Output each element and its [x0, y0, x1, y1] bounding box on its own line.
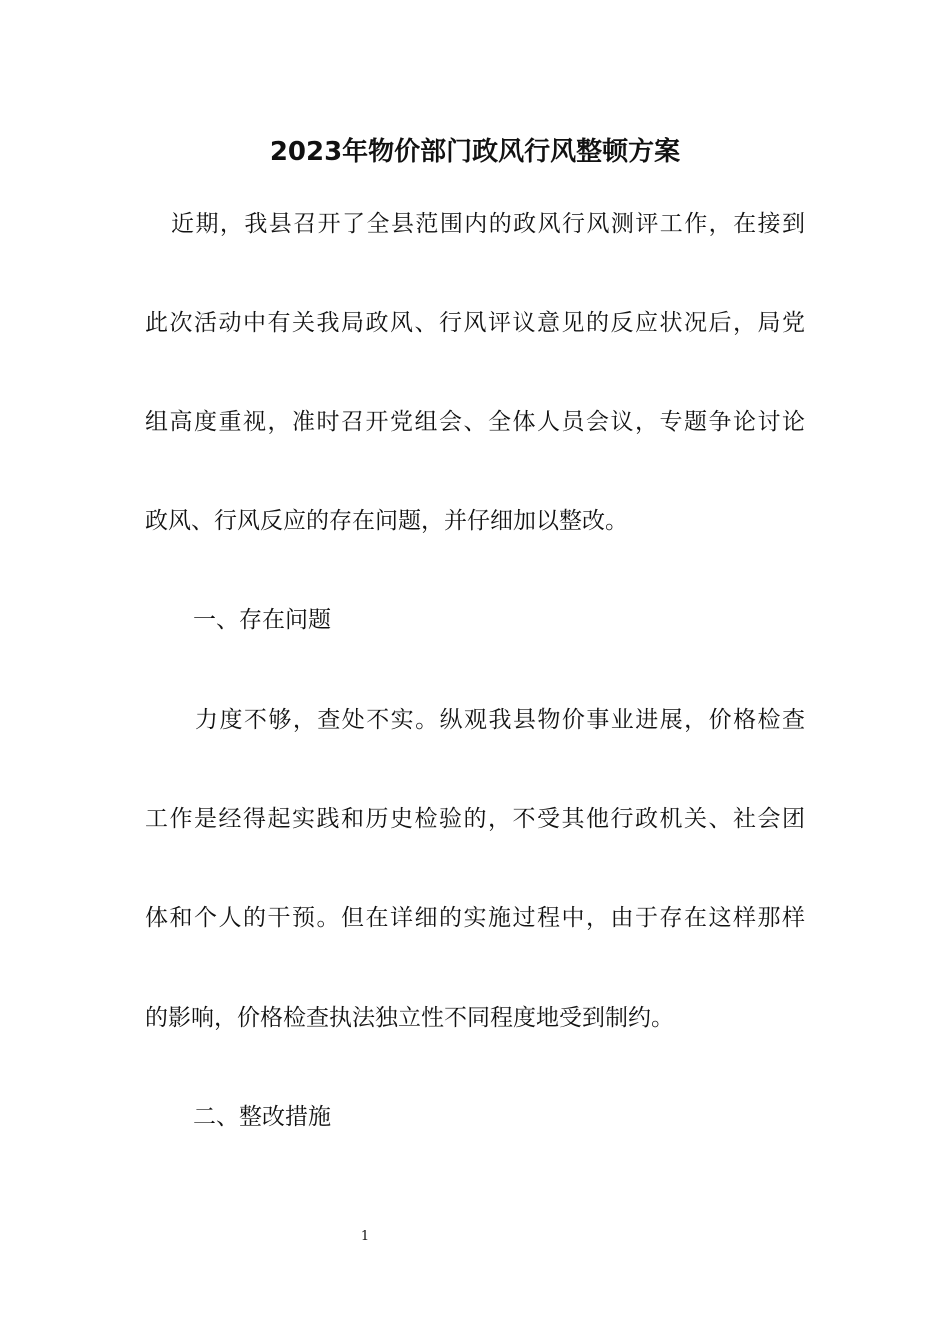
paragraph-2-line-3: 体和个人的干预。但在详细的实施过程中，由于存在这样那样 [145, 905, 805, 931]
paragraph-2-line-4: 的影响，价格检查执法独立性不同程度地受到制约。 [145, 1005, 674, 1031]
paragraph-1-line-3: 组高度重视，准时召开党组会、全体人员会议，专题争论讨论 [145, 409, 805, 435]
section-heading-measures: 二、整改措施 [193, 1104, 331, 1130]
page-number: 1 [360, 1229, 370, 1244]
paragraph-2-line-2: 工作是经得起实践和历史检验的，不受其他行政机关、社会团 [145, 806, 805, 832]
paragraph-1-line-2: 此次活动中有关我局政风、行风评议意见的反应状况后，局党 [145, 310, 805, 336]
section-heading-problems: 一、存在问题 [193, 607, 331, 633]
page-title: 2023年物价部门政风行风整顿方案 [269, 137, 681, 167]
paragraph-2-line-1: 力度不够，查处不实。纵观我县物价事业进展，价格检查 [195, 707, 805, 733]
paragraph-1-line-1: 近期，我县召开了全县范围内的政风行风测评工作，在接到 [171, 211, 805, 237]
paragraph-1-line-4: 政风、行风反应的存在问题，并仔细加以整改。 [145, 508, 628, 534]
